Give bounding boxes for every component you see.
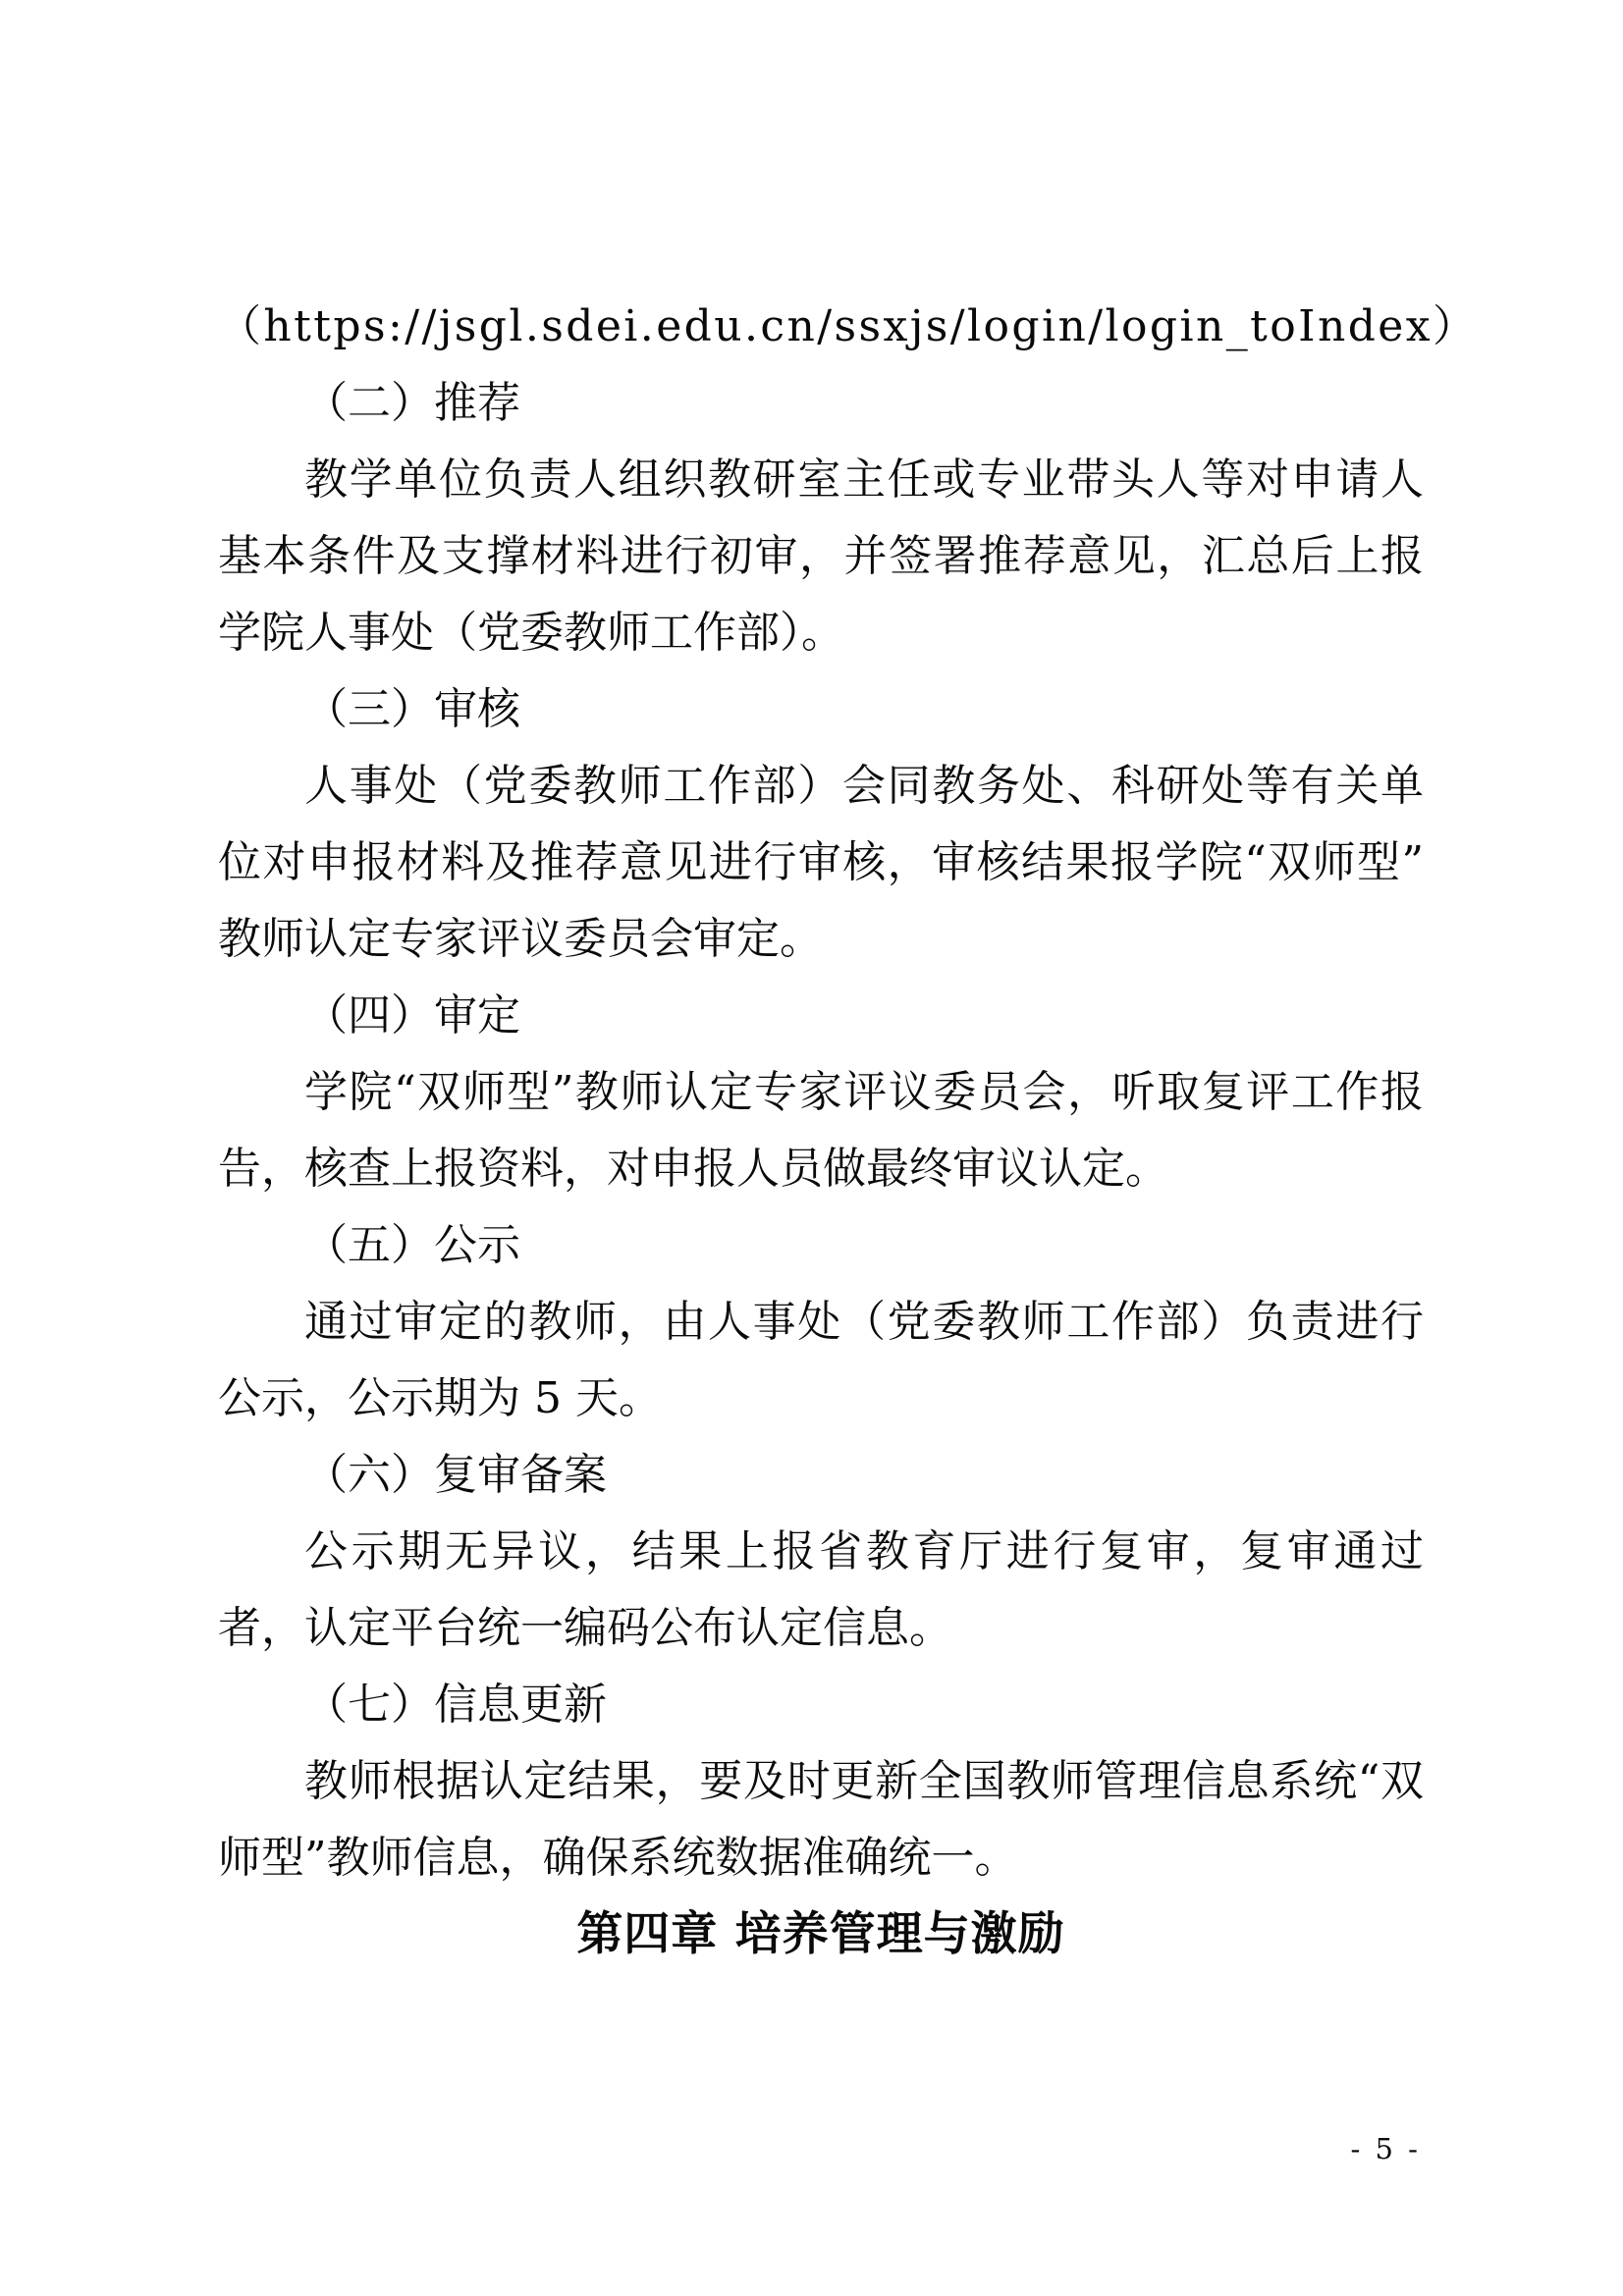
section-heading-4-approval: （四）审定 [304, 990, 520, 1041]
paragraph-approval: 学院“双师型”教师认定专家评议委员会，听取复评工作报告，核查上报资料，对申报人员做最终审议认定。 [218, 1067, 1424, 1194]
section-heading-5-publicity: （五）公示 [304, 1220, 520, 1270]
paragraph-publicity: 通过审定的教师，由人事处（党委教师工作部）负责进行公示，公示期为 5 天。 [218, 1297, 1424, 1423]
paragraph-review: 人事处（党委教师工作部）会同教务处、科研处等有关单位对申报材料及推荐意见进行审核，审核结果报学院“双师型”教师认定专家评议委员会审定。 [218, 761, 1424, 964]
page-number: - 5 - [1350, 2132, 1421, 2165]
section-heading-7-info-update: （七）信息更新 [304, 1680, 607, 1730]
document-body [218, 289, 1479, 1973]
paragraph-recommendation: 教学单位负责人组织教研室主任或专业带头人等对申请人基本条件及支撑材料进行初审，并签署推荐意见，汇总后上报学院人事处（党委教师工作部）。 [218, 454, 1424, 658]
chapter-4-heading: 第四章 培养管理与激励 [576, 1907, 1065, 1961]
section-heading-6-recheck-filing: （六）复审备案 [304, 1450, 607, 1500]
paragraph-recheck-filing: 公示期无异议，结果上报省教育厅进行复审，复审通过者，认定平台统一编码公布认定信息。 [218, 1526, 1424, 1653]
platform-url-line: （https://jsgl.sdei.edu.cn/ssxjs/login/login_toIndex） [218, 301, 1479, 351]
section-heading-3-review: （三）审核 [304, 684, 520, 734]
section-heading-2-recommendation: （二）推荐 [304, 378, 520, 428]
paragraph-info-update: 教师根据认定结果，要及时更新全国教师管理信息系统“双师型”教师信息，确保系统数据准确统一。 [218, 1756, 1424, 1883]
